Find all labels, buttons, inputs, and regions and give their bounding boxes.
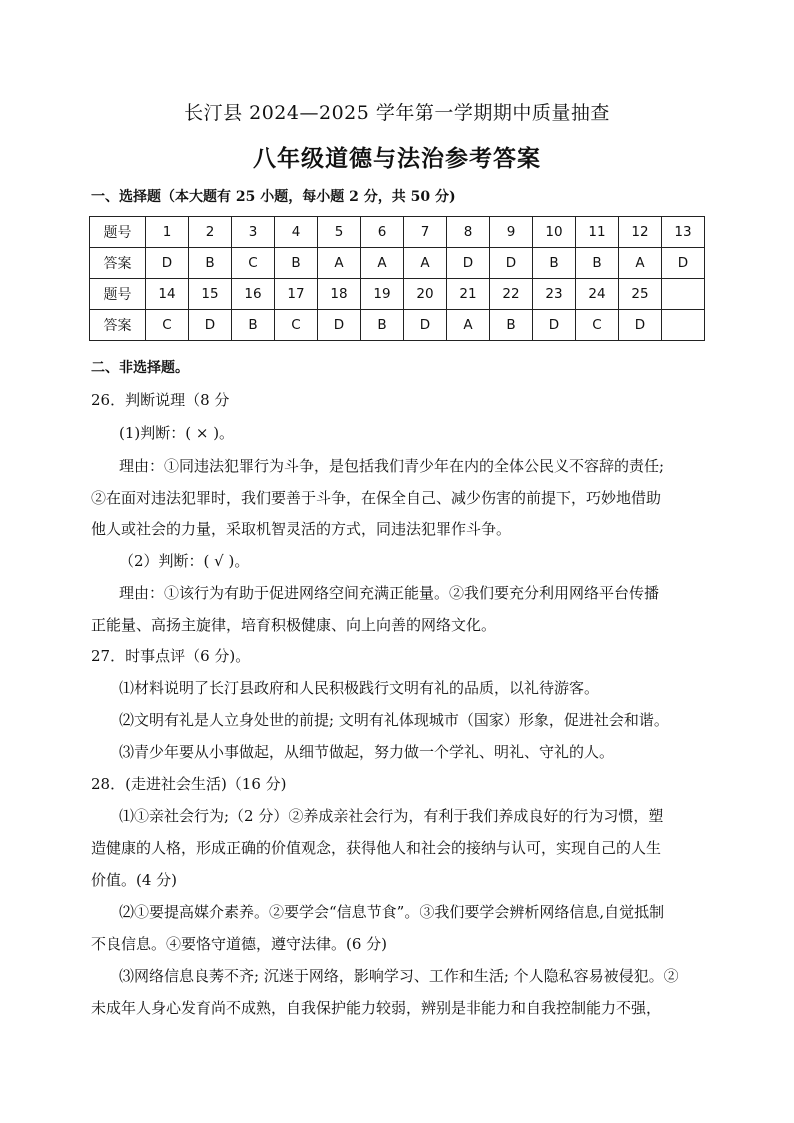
answer-cell: B — [275, 248, 318, 279]
answer-text-line: 未成年人身心发育尚不成熟，自我保护能力较弱，辨别是非能力和自我控制能力不强， — [91, 999, 662, 1017]
question-number: 19 — [361, 279, 404, 310]
answer-text-line: 理由：①同违法犯罪行为斗争，是包括我们青少年在内的全体公民义不容辞的责任; — [119, 457, 665, 475]
table-row — [90, 310, 705, 341]
question-number: 14 — [146, 279, 189, 310]
answer-cell: C — [275, 310, 318, 341]
answer-cell: A — [447, 310, 490, 341]
answer-text-line: 他人或社会的力量，采取机智灵活的方式，同违法犯罪作斗争。 — [91, 520, 512, 538]
question-number: 1 — [146, 217, 189, 248]
answer-cell: B — [533, 248, 576, 279]
answer-text-line: 正能量、高扬主旋律，培育积极健康、向上向善的网络文化。 — [91, 616, 497, 634]
q26-part1-judgment: (1)判断：( × )。 — [119, 424, 235, 442]
answer-cell: B — [490, 310, 533, 341]
answer-cell: D — [146, 248, 189, 279]
answer-text-line: ⑶网络信息良莠不齐; 沉迷于网络，影响学习、工作和生活; 个人隐私容易被侵犯。② — [119, 967, 679, 985]
question-number: 24 — [576, 279, 619, 310]
answer-cell: D — [189, 310, 232, 341]
row-label: 答案 — [90, 310, 146, 341]
answer-cell: D — [662, 248, 705, 279]
table-row — [90, 248, 705, 279]
answer-cell: C — [232, 248, 275, 279]
question-number: 25 — [619, 279, 662, 310]
question-number: 23 — [533, 279, 576, 310]
answer-key-title: 八年级道德与法治参考答案 — [253, 145, 541, 172]
answer-cell: A — [318, 248, 361, 279]
question-number: 21 — [447, 279, 490, 310]
question-number: 9 — [490, 217, 533, 248]
empty-cell — [662, 310, 705, 341]
question-number: 3 — [232, 217, 275, 248]
answer-text-line: 不良信息。④要恪守道德，遵守法律。(6 分) — [91, 935, 388, 953]
question-number: 2 — [189, 217, 232, 248]
answer-text-line: ⑵文明有礼是人立身处世的前提; 文明有礼体现城市（国家）形象，促进社会和谐。 — [119, 711, 669, 729]
answer-cell: D — [533, 310, 576, 341]
question-number: 5 — [318, 217, 361, 248]
table-row — [90, 217, 705, 248]
answer-cell: B — [232, 310, 275, 341]
answer-cell: D — [447, 248, 490, 279]
question-26-heading: 26．判断说理（8 分 — [91, 391, 230, 409]
answer-text-line: 价值。(4 分) — [91, 871, 178, 889]
exam-title: 长汀县 2024—2025 学年第一学期期中质量抽查 — [184, 102, 610, 124]
question-number: 13 — [662, 217, 705, 248]
question-number: 18 — [318, 279, 361, 310]
answer-cell: B — [189, 248, 232, 279]
answer-text-line: ⑵①要提高媒介素养。②要学会“信息节食”。③我们要学会辨析网络信息,自觉抵制 — [119, 903, 665, 921]
answer-cell: A — [361, 248, 404, 279]
question-number: 12 — [619, 217, 662, 248]
row-label: 题号 — [90, 217, 146, 248]
answer-text-line: ⑶青少年要从小事做起，从细节做起，努力做一个学礼、明礼、守礼的人。 — [119, 743, 615, 761]
answer-cell: A — [404, 248, 447, 279]
question-number: 11 — [576, 217, 619, 248]
row-label: 题号 — [90, 279, 146, 310]
answer-text-line: ⑴材料说明了长汀县政府和人民积极践行文明有礼的品质，以礼待游客。 — [119, 679, 600, 697]
answer-text-line: 理由：①该行为有助于促进网络空间充满正能量。②我们要充分利用网络平台传播 — [119, 584, 660, 602]
answer-cell: D — [318, 310, 361, 341]
question-28-heading: 28．(走进社会生活)（16 分) — [91, 775, 287, 793]
question-number: 17 — [275, 279, 318, 310]
answer-text-line: 造健康的人格，形成正确的价值观念，获得他人和社会的接纳与认可，实现自己的人生 — [91, 839, 662, 857]
answer-cell: D — [619, 310, 662, 341]
answer-cell: C — [576, 310, 619, 341]
section-heading-choice: 一、选择题（本大题有 25 小题，每小题 2 分，共 50 分) — [91, 189, 456, 205]
question-number: 20 — [404, 279, 447, 310]
question-number: 6 — [361, 217, 404, 248]
question-27-heading: 27．时事点评（6 分)。 — [91, 647, 251, 665]
answer-cell: A — [619, 248, 662, 279]
answer-cell: D — [490, 248, 533, 279]
question-number: 4 — [275, 217, 318, 248]
question-number: 22 — [490, 279, 533, 310]
row-label: 答案 — [90, 248, 146, 279]
empty-cell — [662, 279, 705, 310]
question-number: 16 — [232, 279, 275, 310]
question-number: 10 — [533, 217, 576, 248]
question-number: 7 — [404, 217, 447, 248]
answer-cell: D — [404, 310, 447, 341]
q26-part2-judgment: （2）判断：( √ )。 — [119, 552, 250, 570]
answer-text-line: ⑴①亲社会行为;（2 分）②养成亲社会行为，有利于我们养成良好的行为习惯，塑 — [119, 807, 664, 825]
answer-cell: C — [146, 310, 189, 341]
question-number: 8 — [447, 217, 490, 248]
answer-cell: B — [361, 310, 404, 341]
section-heading-nonchoice: 二、非选择题。 — [91, 360, 189, 376]
answer-text-line: ②在面对违法犯罪时，我们要善于斗争，在保全自己、减少伤害的前提下，巧妙地借助 — [91, 489, 662, 507]
question-number: 15 — [189, 279, 232, 310]
answer-table — [89, 216, 705, 341]
table-row — [90, 279, 705, 310]
answer-cell: B — [576, 248, 619, 279]
